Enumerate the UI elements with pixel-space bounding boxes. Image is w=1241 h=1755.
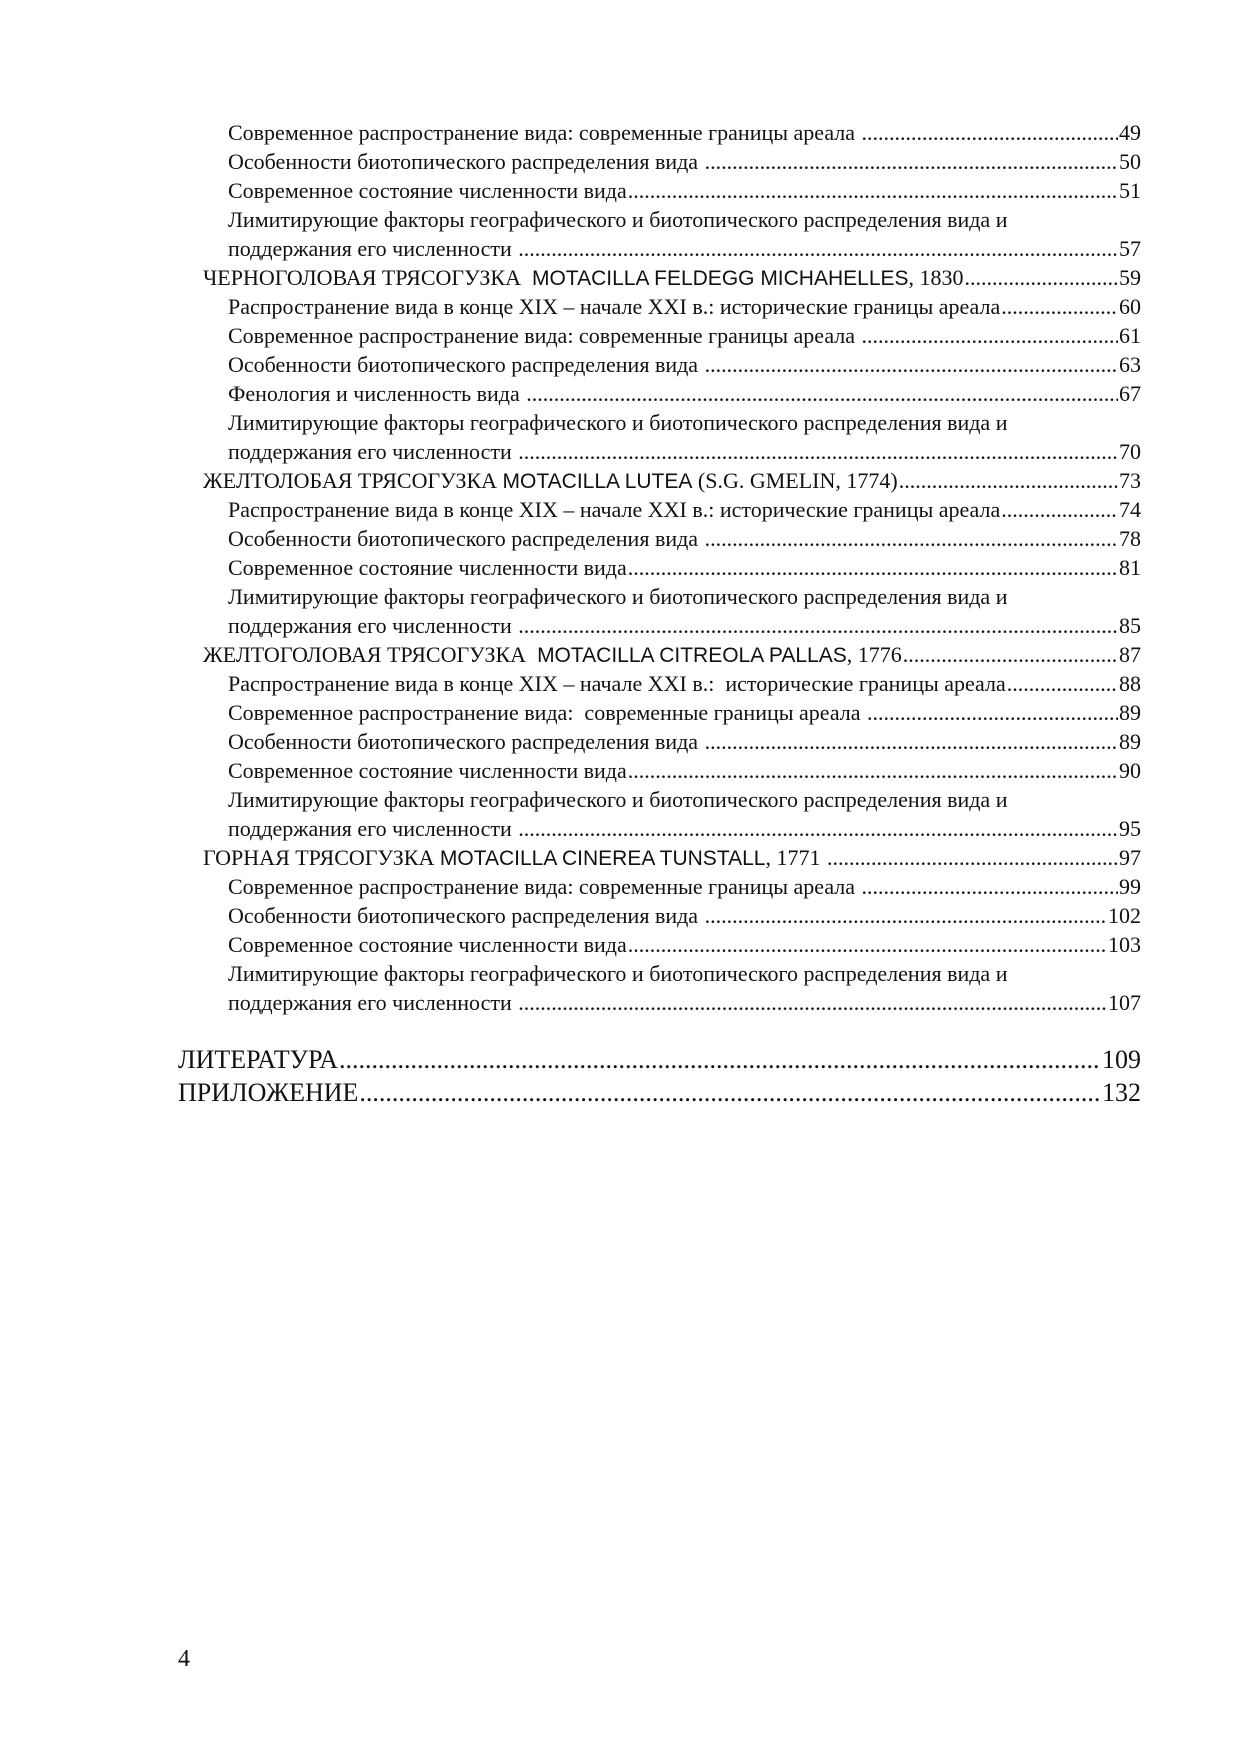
toc-page-number: 57 [1119, 236, 1141, 261]
toc-entry [0, 292, 1241, 321]
species-name-ru: ЖЕЛТОГОЛОВАЯ ТРЯСОГУЗКА [203, 642, 538, 667]
dot-leader [862, 872, 1118, 901]
toc-entry [0, 640, 1241, 669]
toc-entry-line [203, 263, 1141, 292]
toc-entry-line [228, 147, 1141, 176]
toc-entry-line [228, 408, 1141, 437]
toc-entry [0, 785, 1241, 843]
toc-entry [0, 118, 1241, 147]
dot-leader [628, 176, 1118, 205]
toc-entry-title: Лимитирующие факторы географического и биотопического распределения вида и [228, 787, 1008, 812]
toc-top-level-entry [178, 1076, 1141, 1109]
toc-page-number: 97 [1119, 845, 1141, 870]
toc-page-number: 99 [1119, 874, 1141, 899]
toc-entry-line [228, 118, 1141, 147]
dot-leader [518, 437, 1118, 466]
dot-leader [628, 930, 1107, 959]
toc-entry [0, 727, 1241, 756]
toc-entry-line [228, 814, 1141, 843]
toc-entry [0, 321, 1241, 350]
toc-entry-title: Особенности биотопического распределения вида [228, 729, 704, 754]
toc-entry-line [228, 495, 1141, 524]
toc-entry-line [228, 727, 1141, 756]
toc-page-number: 50 [1119, 149, 1141, 174]
toc-top-level-entry [178, 1043, 1141, 1076]
species-author: (S.G. GMELIN, 1774) [692, 468, 898, 493]
dot-leader [862, 321, 1118, 350]
species-name-ru: ЖЕЛТОЛОБАЯ ТРЯСОГУЗКА [203, 468, 503, 493]
species-author: , 1776 [846, 642, 902, 667]
toc-entry [0, 524, 1241, 553]
dot-leader [628, 756, 1118, 785]
section-spacer [0, 1017, 1241, 1043]
toc-entry-line [228, 988, 1141, 1017]
toc-page-number: 89 [1119, 700, 1141, 725]
toc-entry-title: Распространение вида в конце XIX – начале XXI в.: исторические границы ареала [228, 497, 1001, 522]
dot-leader [867, 698, 1118, 727]
toc-entry-line [228, 205, 1141, 234]
toc-entry-title: Лимитирующие факторы географического и биотопического распределения вида и [228, 961, 1008, 986]
dot-leader [827, 843, 1118, 872]
toc-entry-title: Современное состояние численности вида [228, 555, 627, 580]
toc-page-number: 51 [1119, 178, 1141, 203]
toc-entry-continuation: поддержания его численности [228, 439, 518, 464]
toc-page-number: 95 [1119, 816, 1141, 841]
toc-entry-line [228, 321, 1141, 350]
toc-page-number: 88 [1119, 671, 1141, 696]
dot-leader [705, 147, 1118, 176]
dot-leader [705, 901, 1107, 930]
toc-entry-title: Лимитирующие факторы географического и биотопического распределения вида и [228, 410, 1008, 435]
toc-entry [0, 379, 1241, 408]
species-name-ru: ЧЕРНОГОЛОВАЯ ТРЯСОГУЗКА [203, 265, 532, 290]
dot-leader [518, 814, 1118, 843]
toc-page-number: 73 [1119, 468, 1141, 493]
toc-entry-line [228, 437, 1141, 466]
toc-entry-line [228, 872, 1141, 901]
toc-entry [0, 843, 1241, 872]
toc-entry-title: Современное состояние численности вида [228, 758, 627, 783]
toc-entry-title: Современное распространение вида: современные границы ареала [228, 874, 861, 899]
toc-page-number: 67 [1119, 381, 1141, 406]
toc-entry-title: Особенности биотопического распределения вида [228, 149, 704, 174]
toc-entry-continuation: поддержания его численности [228, 613, 518, 638]
toc-entry-line [228, 292, 1141, 321]
toc-page-number: 103 [1108, 932, 1141, 957]
species-name-latin: MOTACILLA CITREOLA PALLAS [537, 644, 847, 667]
toc-page-number: 89 [1119, 729, 1141, 754]
species-name-latin: MOTACILLA CINEREA TUNSTALL [439, 847, 766, 870]
toc-entry-line [228, 524, 1141, 553]
toc-entry-line [228, 698, 1141, 727]
toc-entry [0, 930, 1241, 959]
toc-page-number: 85 [1119, 613, 1141, 638]
toc-page-number: 132 [1102, 1078, 1141, 1107]
toc-entry [0, 959, 1241, 1017]
page-number: 4 [178, 1646, 190, 1672]
toc-page-number: 81 [1119, 555, 1141, 580]
toc-page-number: 61 [1119, 323, 1141, 348]
species-name-latin: MOTACILLA FELDEGG MICHAHELLES [531, 267, 909, 290]
toc-page-number: 102 [1108, 903, 1141, 928]
toc-page-number: 63 [1119, 352, 1141, 377]
toc-page-number: 107 [1108, 990, 1141, 1015]
toc-entry [0, 205, 1241, 263]
species-name-ru: ГОРНАЯ ТРЯСОГУЗКА [203, 845, 440, 870]
dot-leader [862, 118, 1118, 147]
toc-entry [0, 582, 1241, 640]
toc-entry-title: Современное состояние численности вида [228, 932, 627, 957]
toc-page-number: 87 [1119, 642, 1141, 667]
toc-page-number: 109 [1102, 1045, 1141, 1074]
toc-entry-title: Особенности биотопического распределения вида [228, 352, 704, 377]
toc-entry [0, 495, 1241, 524]
toc-page-number: 78 [1119, 526, 1141, 551]
toc-entry-continuation: поддержания его численности [228, 816, 518, 841]
table-of-contents [0, 118, 1241, 1109]
toc-entry-title: Распространение вида в конце XIX – начале XXI в.: исторические границы ареала [228, 671, 1006, 696]
dot-leader [1001, 495, 1118, 524]
toc-entry [0, 466, 1241, 495]
dot-leader [965, 263, 1118, 292]
toc-entry-title: Лимитирующие факторы географического и биотопического распределения вида и [228, 207, 1008, 232]
toc-entry-line [228, 379, 1141, 408]
toc-entry-line [228, 611, 1141, 640]
toc-entry-line [228, 756, 1141, 785]
toc-entry [0, 901, 1241, 930]
dot-leader [518, 234, 1118, 263]
toc-entry [0, 147, 1241, 176]
dot-leader [518, 611, 1118, 640]
toc-entry-line [228, 350, 1141, 379]
toc-entry [0, 408, 1241, 466]
toc-entry-line [228, 785, 1141, 814]
dot-leader [705, 350, 1118, 379]
toc-entry-continuation: поддержания его численности [228, 236, 518, 261]
toc-entry-line [228, 901, 1141, 930]
toc-entry-title: Современное состояние численности вида [228, 178, 627, 203]
toc-entry-line [203, 466, 1141, 495]
toc-page-number: 49 [1119, 120, 1141, 145]
toc-entry-title: Современное распространение вида: современные границы ареала [228, 323, 861, 348]
toc-entry [0, 176, 1241, 205]
toc-entry [0, 698, 1241, 727]
toc-page-number: 59 [1119, 265, 1141, 290]
dot-leader [359, 1076, 1101, 1109]
toc-entry [0, 872, 1241, 901]
toc-entry-line [228, 553, 1141, 582]
species-name-latin: MOTACILLA LUTEA [502, 470, 693, 493]
toc-entry-line [228, 930, 1141, 959]
toc-entry-line [228, 234, 1141, 263]
toc-entry-line [228, 176, 1141, 205]
toc-entry [0, 669, 1241, 698]
toc-entry-title: Фенология и численность вида [228, 381, 526, 406]
dot-leader [705, 727, 1118, 756]
toc-page-number: 60 [1119, 294, 1141, 319]
toc-page-number: 74 [1119, 497, 1141, 522]
toc-page-number: 70 [1119, 439, 1141, 464]
toc-entry-title: Лимитирующие факторы географического и биотопического распределения вида и [228, 584, 1008, 609]
toc-entry-line [228, 669, 1141, 698]
toc-entry [0, 756, 1241, 785]
toc-entry-title: Современное распространение вида: современные границы ареала [228, 120, 861, 145]
toc-entry-line [203, 640, 1141, 669]
dot-leader [628, 553, 1118, 582]
dot-leader [705, 524, 1118, 553]
toc-entry-line [228, 959, 1141, 988]
toc-entry [0, 350, 1241, 379]
dot-leader [1001, 292, 1118, 321]
dot-leader [899, 466, 1118, 495]
toc-entry [0, 553, 1241, 582]
toc-entry-line [203, 843, 1141, 872]
toc-page-number: 90 [1119, 758, 1141, 783]
dot-leader [339, 1043, 1101, 1076]
toc-entry-line [228, 582, 1141, 611]
toc-entry [0, 263, 1241, 292]
dot-leader [518, 988, 1107, 1017]
toc-section-title: ЛИТЕРАТУРА [178, 1045, 338, 1074]
dot-leader [526, 379, 1118, 408]
species-author: , 1771 [765, 845, 826, 870]
toc-entry-title: Современное распространение вида: современные границы ареала [228, 700, 867, 725]
toc-entry-title: Распространение вида в конце XIX – начале XXI в.: исторические границы ареала [228, 294, 1001, 319]
toc-entry-title: Особенности биотопического распределения вида [228, 526, 704, 551]
dot-leader [903, 640, 1118, 669]
species-author: , 1830 [908, 265, 964, 290]
toc-section-title: ПРИЛОЖЕНИЕ [178, 1078, 359, 1107]
toc-entry-title: Особенности биотопического распределения вида [228, 903, 704, 928]
dot-leader [1007, 669, 1118, 698]
toc-entry-continuation: поддержания его численности [228, 990, 518, 1015]
